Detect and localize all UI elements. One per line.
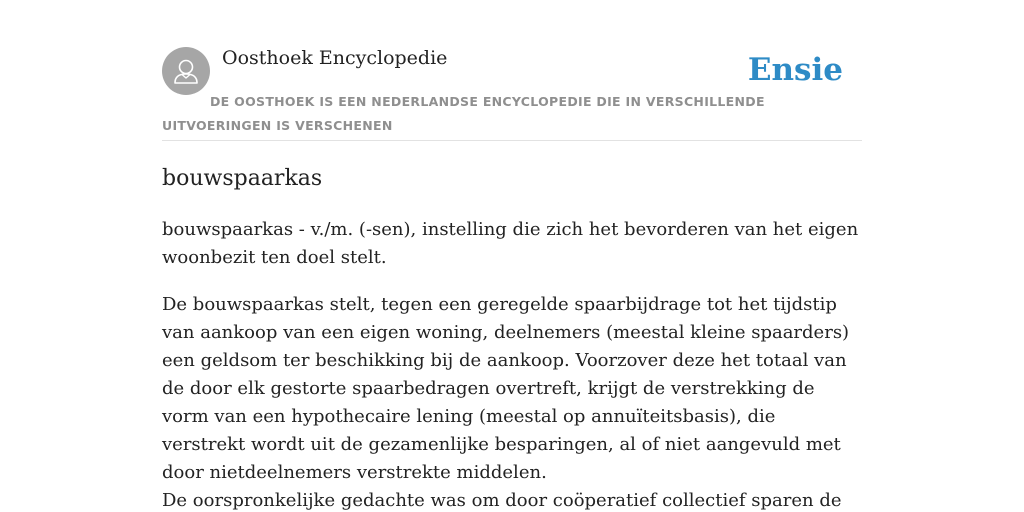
brand-logo[interactable]: Ensie: [747, 52, 843, 88]
site-header: [162, 44, 862, 141]
site-tagline: DE OOSTHOEK IS EEN NEDERLANDSE ENCYCLOPEDIE DIE IN VERSCHILLENDE UITVOERINGEN IS VERSCHENEN: [162, 94, 765, 133]
body-paragraph: De bouwspaarkas stelt, tegen een geregelde spaarbijdrage tot het tijdstip van aankoop van een eigen woning, deelnemers (meestal kleine spaarders) een geldsom ter beschikking bij de aankoop. Voorzover deze het totaal van de door elk gestorte spaarbedragen overtreft, krijgt de verstrekking de vorm van een hypothecaire lening (meestal op annuïteitsbasis), die verstrekt wordt uit de gezamenlijke besparingen, al of niet aangevuld met door nietdeelnemers verstrekte middelen.: [162, 294, 850, 483]
body-paragraph-continued: De oorspronkelijke gedachte was om door coöperatief collectief sparen de: [162, 490, 842, 511]
author-avatar[interactable]: [162, 47, 210, 95]
entry-title: bouwspaarkas: [162, 166, 323, 191]
article: [162, 160, 862, 512]
user-silhouette-icon: [162, 47, 210, 95]
site-name[interactable]: Oosthoek Encyclopedie: [222, 47, 448, 69]
definition-paragraph: bouwspaarkas - v./m. (-sen), instelling die zich het bevorderen van het eigen woonbezit ten doel stelt.: [162, 219, 859, 268]
